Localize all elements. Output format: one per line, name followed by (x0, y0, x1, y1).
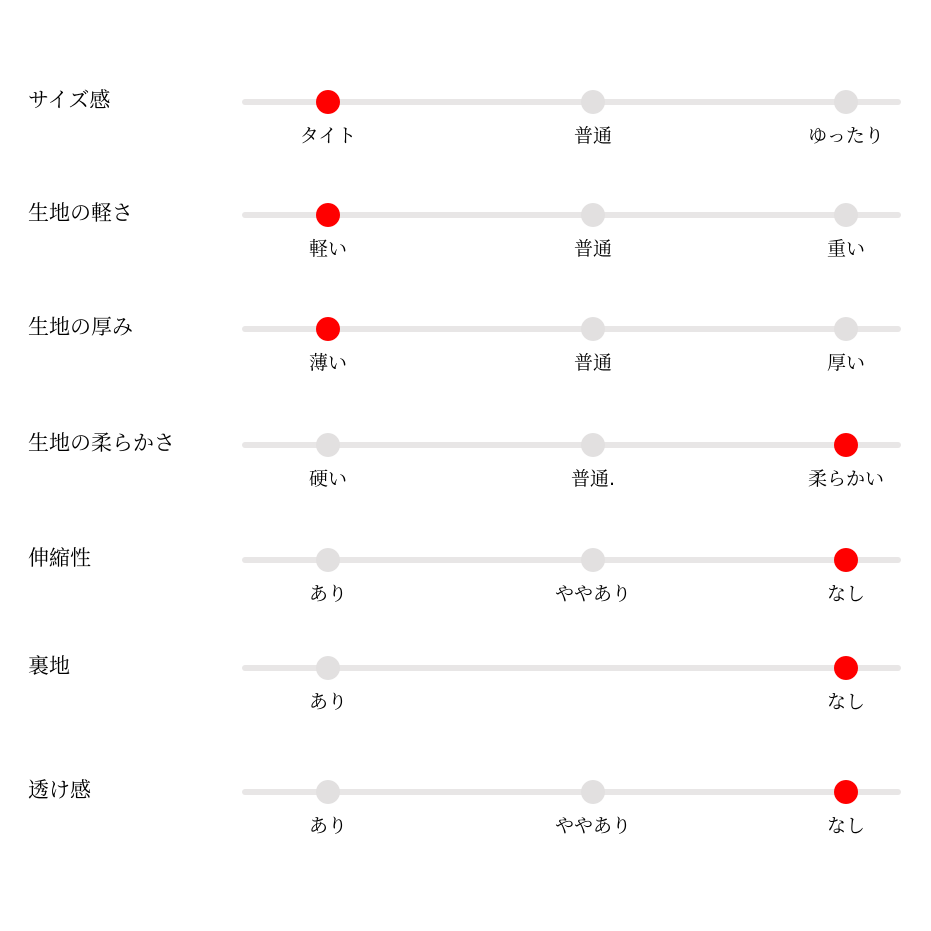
option-dot-selected (316, 317, 340, 341)
scale-track (242, 789, 901, 795)
option-dot (581, 90, 605, 114)
option-label: 普通 (573, 125, 612, 147)
option-dot-selected (834, 433, 858, 457)
row-label: 生地の軽さ (28, 201, 133, 225)
option-dot-selected (834, 548, 858, 572)
option-label: 柔らかい (807, 468, 884, 490)
scale-track (242, 212, 901, 218)
scale-track (242, 557, 901, 563)
option-label: 普通 (573, 352, 612, 374)
rating-row-stretch (0, 546, 931, 650)
option-label: あり (308, 815, 347, 837)
option-label: 普通 (573, 238, 612, 260)
row-label: 生地の柔らかさ (28, 431, 175, 455)
option-label: 硬い (308, 468, 347, 490)
scale-track (242, 326, 901, 332)
rating-row-sheerness (0, 778, 931, 882)
option-dot (834, 90, 858, 114)
option-label: あり (308, 583, 347, 605)
option-dot (581, 203, 605, 227)
rating-row-fabric-thickness (0, 315, 931, 419)
option-label: なし (826, 583, 865, 605)
row-label: 裏地 (28, 654, 70, 678)
option-dot (581, 317, 605, 341)
option-dot-selected (834, 656, 858, 680)
option-label: 薄い (308, 352, 347, 374)
option-dot-selected (834, 780, 858, 804)
option-dot (834, 317, 858, 341)
option-dot (316, 656, 340, 680)
row-label: サイズ感 (28, 88, 111, 112)
row-label: 生地の厚み (28, 315, 133, 339)
option-label: なし (826, 691, 865, 713)
option-label: ゆったり (808, 125, 884, 147)
option-dot (581, 780, 605, 804)
option-dot (316, 433, 340, 457)
option-dot (581, 548, 605, 572)
option-dot-selected (316, 203, 340, 227)
option-dot (316, 548, 340, 572)
option-label: ややあり (554, 583, 631, 605)
scale-track (242, 442, 901, 448)
option-label: なし (826, 815, 865, 837)
option-label: 軽い (308, 238, 347, 260)
rating-row-lining (0, 654, 931, 758)
option-label: 普通. (570, 468, 616, 490)
rating-row-fabric-weight (0, 201, 931, 305)
option-label: ややあり (554, 815, 631, 837)
scale-track (242, 665, 901, 671)
option-label: 重い (826, 238, 865, 260)
option-dot (834, 203, 858, 227)
option-dot (581, 433, 605, 457)
option-dot-selected (316, 90, 340, 114)
option-label: タイト (299, 125, 357, 147)
rating-row-size (0, 88, 931, 192)
option-label: あり (308, 691, 347, 713)
option-dot (316, 780, 340, 804)
row-label: 伸縮性 (28, 546, 91, 570)
row-label: 透け感 (28, 778, 91, 802)
option-label: 厚い (826, 352, 865, 374)
rating-row-fabric-softness (0, 431, 931, 535)
scale-track (242, 99, 901, 105)
